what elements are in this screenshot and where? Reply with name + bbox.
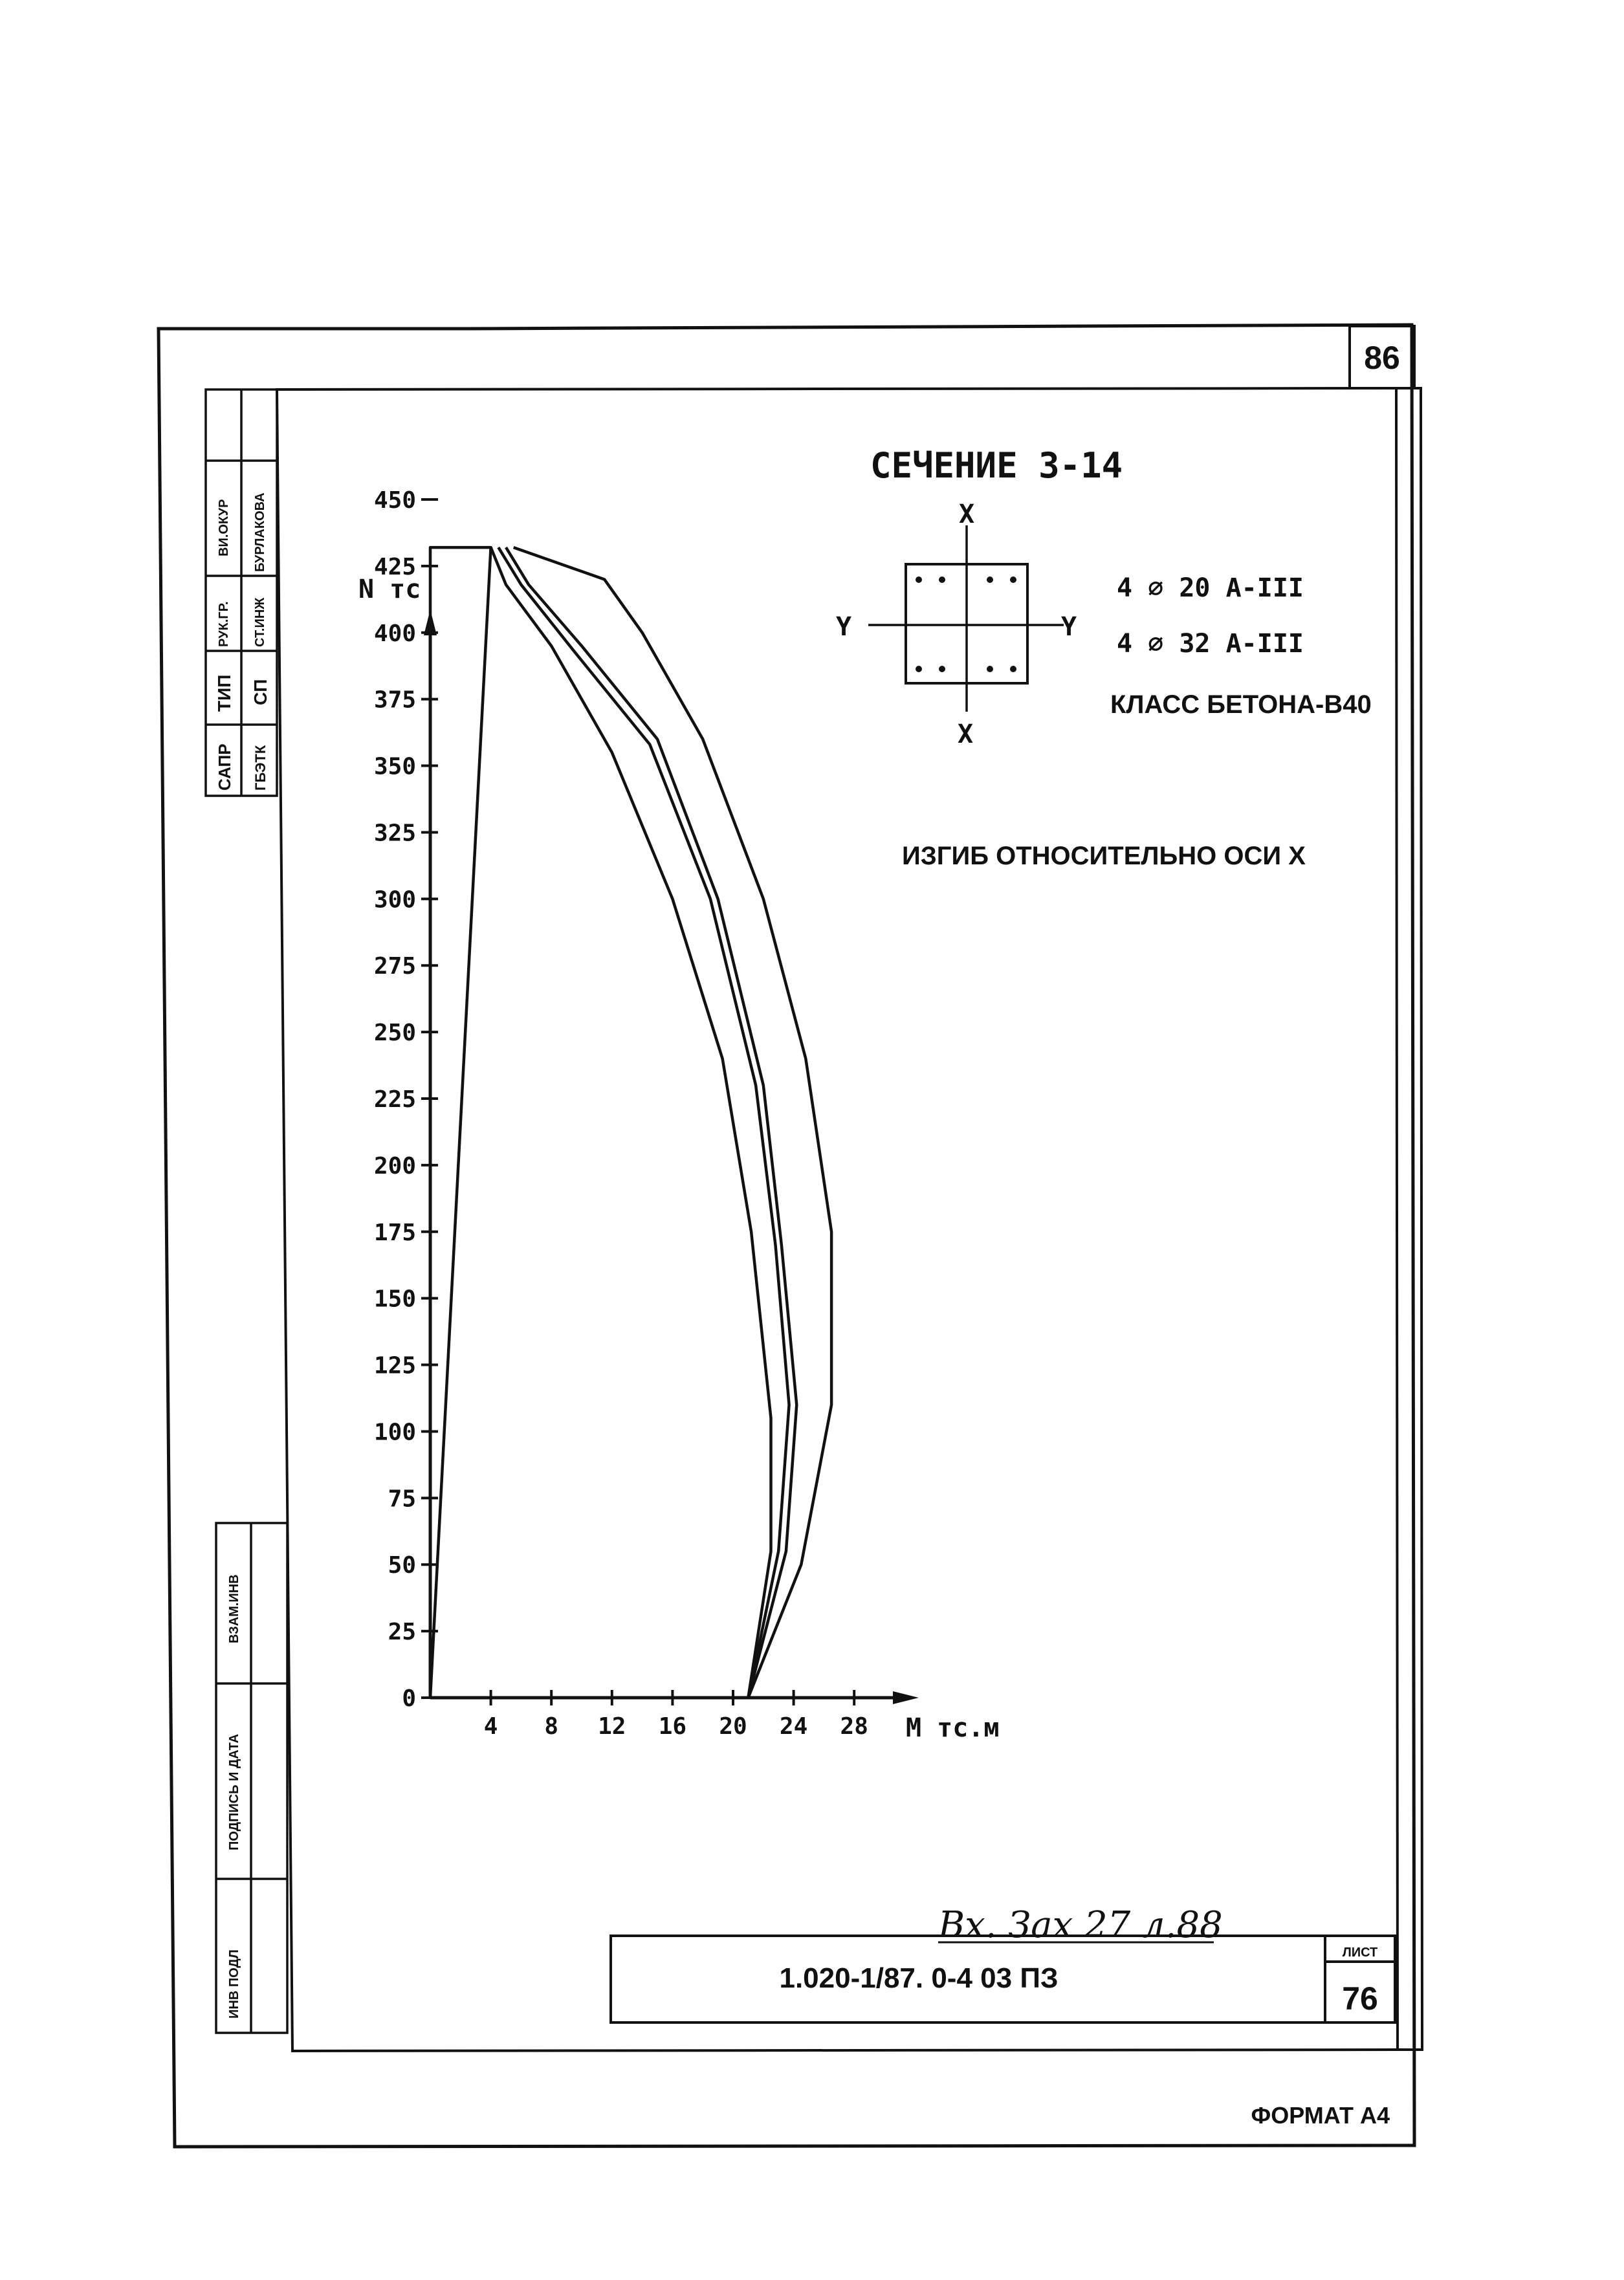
sheet-number: 86	[1364, 340, 1400, 376]
list-number: 76	[1342, 1980, 1378, 2017]
y-tick-label: 125	[373, 1352, 416, 1379]
stamp-approved-1: САПР	[215, 743, 234, 791]
y-tick-label: 350	[373, 753, 416, 780]
handwritten-entry: Вх. Зах 27 л.88	[938, 1904, 1223, 1946]
y-tick-label: 200	[373, 1152, 416, 1179]
x-tick-label: 24	[779, 1713, 808, 1740]
y-tick-label: 150	[373, 1286, 416, 1313]
x-tick-label: 12	[598, 1713, 626, 1740]
axis-y-label-right: Y	[1061, 612, 1077, 642]
series-line-4	[498, 547, 789, 1698]
x-tick-label: 16	[658, 1713, 687, 1740]
section-title: СЕЧЕНИЕ 3-14	[870, 445, 1123, 486]
x-axis-arrow	[893, 1691, 919, 1704]
stamp-type-2: СП	[250, 679, 270, 705]
interaction-chart	[358, 487, 1000, 1743]
bending-note: ИЗГИБ ОТНОСИТЕЛЬНО ОСИ X	[902, 842, 1306, 870]
series-line-3	[506, 547, 796, 1698]
stamp-chief-1: РУК.ГР.	[217, 601, 231, 647]
x-tick-label: 20	[719, 1713, 747, 1740]
stamp-top	[206, 389, 277, 796]
reinforcement-top: 4 ∅ 20 А-III	[1117, 573, 1304, 603]
y-tick-label: 175	[373, 1219, 416, 1246]
axis-x-label-bottom: X	[958, 719, 974, 749]
axis-y-label-left: Y	[836, 612, 852, 642]
stamp-exec-2: БУРЛАКОВА	[253, 492, 267, 572]
x-tick-label: 8	[544, 1713, 559, 1740]
y-tick-label: 325	[373, 820, 416, 847]
stamp-original-inv: ИНВ ПОДЛ	[227, 1949, 241, 2019]
y-tick-label: 25	[388, 1619, 416, 1646]
document-code: 1.020-1/87. 0-4 03 ПЗ	[779, 1962, 1059, 1994]
y-tick-label: 275	[373, 953, 416, 980]
y-tick-label: 100	[373, 1419, 416, 1446]
y-tick-label: 375	[373, 686, 416, 714]
stamp-approved-2: ГБЭТК	[252, 745, 269, 791]
stamp-exec-1: ВИ.ОКУР	[217, 499, 231, 556]
y-tick-label: 425	[373, 553, 416, 580]
y-axis-label: N тс	[358, 575, 421, 604]
y-tick-label: 250	[373, 1020, 416, 1047]
sheet-number-box	[1350, 326, 1414, 388]
y-tick-label: 50	[388, 1552, 416, 1579]
y-tick-label: 0	[402, 1685, 416, 1712]
stamp-signature-date: ПОДПИСЬ И ДАТА	[227, 1733, 241, 1850]
cross-section-diagram	[836, 499, 1077, 749]
reinforcement-bottom: 4 ∅ 32 А-III	[1117, 629, 1304, 659]
y-tick-group	[374, 487, 438, 1712]
y-tick-label: 225	[373, 1086, 416, 1113]
stamp-bottom-labels	[227, 1574, 241, 2019]
x-tick-label: 4	[483, 1713, 498, 1740]
format-label: ФОРМАТ А4	[1251, 2102, 1390, 2129]
stamp-type-1: ТИП	[214, 674, 234, 712]
y-tick-label: 400	[373, 620, 416, 647]
series-line-2	[514, 547, 831, 1698]
series-group	[430, 547, 831, 1698]
list-label: ЛИСТ	[1342, 1946, 1378, 1960]
y-tick-label: 450	[373, 487, 416, 514]
series-line-1	[430, 547, 491, 1698]
x-tick-label: 28	[840, 1713, 868, 1740]
stamp-replacement: ВЗАМ.ИНВ	[227, 1574, 241, 1643]
axis-x-label-top: X	[959, 499, 975, 529]
y-tick-label: 75	[388, 1485, 416, 1513]
concrete-class: КЛАСС БЕТОНА-В40	[1110, 690, 1372, 719]
x-axis-label: M тс.м	[906, 1713, 1000, 1743]
stamp-chief-2: СТ.ИНЖ	[253, 597, 267, 647]
y-tick-label: 300	[373, 886, 416, 914]
